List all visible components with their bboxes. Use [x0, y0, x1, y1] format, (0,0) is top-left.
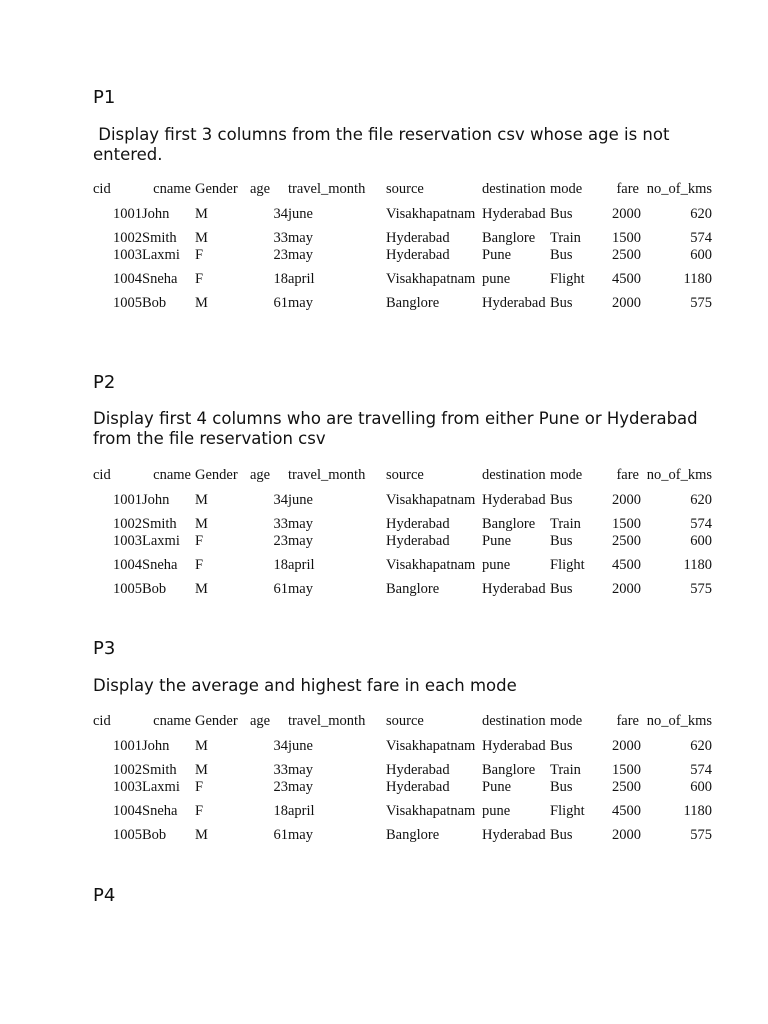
table-cell-cid: 1005: [113, 827, 142, 843]
table-cell-source: Visakhapatnam: [386, 803, 476, 819]
column-header-no-of-kms: no_of_kms: [646, 180, 712, 197]
table-cell-cname: Sneha: [142, 557, 178, 573]
table-cell-travel-month: june: [288, 206, 313, 222]
column-header-travel-month: travel_month: [288, 180, 366, 197]
table-cell-cid: 1004: [113, 803, 142, 819]
table-row: [93, 731, 712, 762]
table-cell-cname: Smith: [142, 230, 177, 246]
table-cell-fare: 4500: [612, 271, 641, 287]
table-row: [93, 827, 712, 844]
table-cell-fare: 2500: [612, 247, 641, 263]
table-cell-source: Hyderabad: [386, 762, 450, 778]
section-p1: [93, 87, 733, 109]
table-cell-destination: Banglore: [482, 230, 536, 246]
table-cell-no-of-kms: 574: [690, 762, 712, 778]
table-cell-age: 33: [273, 230, 288, 246]
column-header-travel-month: travel_month: [288, 466, 366, 483]
table-cell-age: 18: [273, 557, 288, 573]
table-row: [93, 796, 712, 827]
table-cell-travel-month: june: [288, 738, 313, 754]
column-header-age: age: [250, 180, 271, 197]
column-header-destination: destination: [482, 180, 546, 197]
table-row: [93, 516, 712, 533]
table-cell-travel-month: june: [288, 492, 313, 508]
column-header-cname: cname: [153, 712, 191, 729]
table-cell-gender: M: [195, 492, 208, 508]
table-cell-fare: 2000: [612, 827, 641, 843]
table-cell-destination: Hyderabad: [482, 295, 546, 311]
table-cell-destination: Hyderabad: [482, 492, 546, 508]
column-header-fare: fare: [616, 180, 639, 197]
table-cell-source: Visakhapatnam: [386, 738, 476, 754]
table-cell-mode: Flight: [550, 557, 585, 573]
table-cell-travel-month: may: [288, 247, 313, 263]
column-header-mode: mode: [550, 180, 583, 197]
table-cell-gender: M: [195, 738, 208, 754]
table-cell-fare: 2500: [612, 779, 641, 795]
table-cell-no-of-kms: 575: [690, 827, 712, 843]
table-cell-cname: Smith: [142, 516, 177, 532]
table-cell-cid: 1004: [113, 271, 142, 287]
table-cell-cid: 1005: [113, 295, 142, 311]
table-cell-cname: Sneha: [142, 803, 178, 819]
table-cell-no-of-kms: 620: [690, 206, 712, 222]
table-cell-fare: 4500: [612, 557, 641, 573]
table-cell-source: Visakhapatnam: [386, 206, 476, 222]
table-cell-age: 23: [273, 779, 288, 795]
table-row: [93, 295, 712, 312]
table-cell-cid: 1001: [113, 492, 142, 508]
table-row: [93, 550, 712, 581]
table-cell-destination: pune: [482, 557, 511, 573]
column-header-cid: cid: [93, 180, 111, 197]
table-header-row: [93, 465, 712, 485]
table-cell-travel-month: april: [288, 271, 315, 287]
table-cell-travel-month: may: [288, 827, 313, 843]
table-row: [93, 762, 712, 779]
table-cell-cname: Laxmi: [142, 533, 180, 549]
table-cell-source: Hyderabad: [386, 516, 450, 532]
table-cell-no-of-kms: 600: [690, 247, 712, 263]
table-cell-gender: F: [195, 271, 204, 287]
reservation-table-2: [93, 465, 712, 598]
column-header-travel-month: travel_month: [288, 712, 366, 729]
section-p2: [93, 372, 733, 394]
table-cell-destination: Hyderabad: [482, 206, 546, 222]
table-cell-travel-month: april: [288, 803, 315, 819]
table-cell-age: 33: [273, 762, 288, 778]
table-cell-mode: Bus: [550, 247, 573, 263]
table-cell-destination: Banglore: [482, 516, 536, 532]
column-header-mode: mode: [550, 466, 583, 483]
table-cell-source: Banglore: [386, 295, 440, 311]
table-cell-cid: 1004: [113, 557, 142, 573]
table-cell-fare: 2000: [612, 581, 641, 597]
table-cell-cid: 1003: [113, 779, 142, 795]
table-cell-gender: F: [195, 533, 204, 549]
table-cell-source: Hyderabad: [386, 779, 450, 795]
table-cell-gender: F: [195, 247, 204, 263]
section-heading: P3: [93, 638, 116, 659]
table-cell-cid: 1002: [113, 516, 142, 532]
table-cell-no-of-kms: 600: [690, 779, 712, 795]
table-cell-destination: Hyderabad: [482, 827, 546, 843]
table-cell-no-of-kms: 1180: [683, 803, 712, 819]
table-cell-gender: M: [195, 827, 208, 843]
table-header-row: [93, 711, 712, 731]
column-header-gender: Gender: [195, 180, 238, 197]
table-cell-no-of-kms: 620: [690, 492, 712, 508]
table-cell-no-of-kms: 1180: [683, 271, 712, 287]
column-header-fare: fare: [616, 466, 639, 483]
table-cell-fare: 2000: [612, 492, 641, 508]
table-cell-mode: Bus: [550, 827, 573, 843]
table-cell-no-of-kms: 1180: [683, 557, 712, 573]
table-cell-age: 33: [273, 516, 288, 532]
table-cell-age: 18: [273, 803, 288, 819]
column-header-no-of-kms: no_of_kms: [646, 712, 712, 729]
question-text: Display first 3 columns from the file reservation csv whose age is not entered.: [93, 125, 675, 164]
table-cell-source: Visakhapatnam: [386, 271, 476, 287]
column-header-no-of-kms: no_of_kms: [646, 466, 712, 483]
column-header-source: source: [386, 466, 424, 483]
table-cell-fare: 4500: [612, 803, 641, 819]
table-cell-mode: Flight: [550, 803, 585, 819]
table-cell-source: Banglore: [386, 581, 440, 597]
table-cell-cid: 1003: [113, 247, 142, 263]
table-cell-fare: 2000: [612, 206, 641, 222]
table-cell-age: 18: [273, 271, 288, 287]
section-p3-question: [93, 676, 733, 696]
table-cell-fare: 2500: [612, 533, 641, 549]
section-heading: P1: [93, 87, 116, 108]
table-cell-age: 61: [273, 295, 288, 311]
table-cell-no-of-kms: 574: [690, 230, 712, 246]
table-cell-destination: pune: [482, 271, 511, 287]
column-header-cname: cname: [153, 466, 191, 483]
table-cell-age: 23: [273, 533, 288, 549]
table-cell-travel-month: may: [288, 762, 313, 778]
table-cell-mode: Bus: [550, 533, 573, 549]
section-heading: P4: [93, 885, 116, 906]
table-cell-no-of-kms: 620: [690, 738, 712, 754]
table-cell-no-of-kms: 600: [690, 533, 712, 549]
question-text: Display the average and highest fare in each mode: [93, 676, 517, 695]
table-cell-mode: Train: [550, 516, 581, 532]
column-header-age: age: [250, 712, 271, 729]
column-header-cid: cid: [93, 712, 111, 729]
table-cell-mode: Train: [550, 762, 581, 778]
table-cell-age: 34: [273, 492, 288, 508]
column-header-source: source: [386, 712, 424, 729]
table-cell-cid: 1002: [113, 230, 142, 246]
column-header-destination: destination: [482, 712, 546, 729]
table-cell-fare: 1500: [612, 230, 641, 246]
table-header-row: [93, 179, 712, 199]
table-cell-mode: Bus: [550, 295, 573, 311]
table-cell-destination: Pune: [482, 533, 511, 549]
table-cell-gender: F: [195, 803, 204, 819]
table-row: [93, 533, 712, 550]
column-header-gender: Gender: [195, 466, 238, 483]
section-p2-question: [93, 409, 733, 449]
table-row: [93, 230, 712, 247]
table-cell-gender: M: [195, 516, 208, 532]
table-cell-no-of-kms: 575: [690, 295, 712, 311]
table-cell-gender: M: [195, 581, 208, 597]
table-cell-travel-month: may: [288, 581, 313, 597]
table-cell-no-of-kms: 575: [690, 581, 712, 597]
table-cell-cid: 1005: [113, 581, 142, 597]
table-cell-source: Hyderabad: [386, 247, 450, 263]
table-cell-destination: pune: [482, 803, 511, 819]
table-cell-gender: M: [195, 230, 208, 246]
table-cell-cname: Smith: [142, 762, 177, 778]
table-cell-cname: Laxmi: [142, 247, 180, 263]
table-cell-travel-month: may: [288, 533, 313, 549]
column-header-cname: cname: [153, 180, 191, 197]
table-cell-cname: John: [142, 206, 170, 222]
table-cell-gender: M: [195, 206, 208, 222]
column-header-age: age: [250, 466, 271, 483]
table-cell-fare: 1500: [612, 516, 641, 532]
table-cell-gender: M: [195, 295, 208, 311]
section-p3: [93, 638, 733, 660]
table-cell-source: Hyderabad: [386, 230, 450, 246]
table-cell-cname: Sneha: [142, 271, 178, 287]
table-cell-age: 61: [273, 581, 288, 597]
table-cell-mode: Bus: [550, 581, 573, 597]
table-cell-destination: Hyderabad: [482, 581, 546, 597]
table-row: [93, 581, 712, 598]
table-cell-travel-month: may: [288, 516, 313, 532]
question-text: Display first 4 columns who are travelling from either Pune or Hyderabad from the file reservation csv: [93, 409, 703, 448]
table-cell-mode: Bus: [550, 779, 573, 795]
column-header-mode: mode: [550, 712, 583, 729]
table-cell-mode: Bus: [550, 492, 573, 508]
table-cell-destination: Banglore: [482, 762, 536, 778]
table-cell-age: 34: [273, 206, 288, 222]
table-cell-mode: Bus: [550, 738, 573, 754]
column-header-source: source: [386, 180, 424, 197]
table-cell-mode: Flight: [550, 271, 585, 287]
table-cell-cname: Laxmi: [142, 779, 180, 795]
table-cell-fare: 2000: [612, 295, 641, 311]
table-cell-destination: Hyderabad: [482, 738, 546, 754]
table-cell-cname: Bob: [142, 827, 167, 843]
table-cell-fare: 1500: [612, 762, 641, 778]
table-cell-source: Hyderabad: [386, 533, 450, 549]
table-row: [93, 199, 712, 230]
table-cell-destination: Pune: [482, 247, 511, 263]
table-cell-cid: 1002: [113, 762, 142, 778]
table-row: [93, 485, 712, 516]
section-p4: [93, 885, 733, 907]
table-cell-cname: John: [142, 492, 170, 508]
table-cell-gender: F: [195, 779, 204, 795]
table-cell-cid: 1001: [113, 206, 142, 222]
table-cell-source: Banglore: [386, 827, 440, 843]
table-cell-cname: Bob: [142, 581, 167, 597]
table-cell-source: Visakhapatnam: [386, 557, 476, 573]
table-cell-cid: 1001: [113, 738, 142, 754]
section-p1-question: [93, 125, 733, 165]
table-row: [93, 264, 712, 295]
table-cell-cname: Bob: [142, 295, 167, 311]
table-row: [93, 247, 712, 264]
table-cell-mode: Bus: [550, 206, 573, 222]
table-cell-gender: F: [195, 557, 204, 573]
table-cell-travel-month: may: [288, 779, 313, 795]
section-heading: P2: [93, 372, 116, 393]
table-cell-travel-month: may: [288, 295, 313, 311]
table-cell-travel-month: may: [288, 230, 313, 246]
table-cell-cname: John: [142, 738, 170, 754]
table-cell-fare: 2000: [612, 738, 641, 754]
table-cell-age: 23: [273, 247, 288, 263]
table-cell-gender: M: [195, 762, 208, 778]
reservation-table-1: [93, 179, 712, 312]
table-cell-age: 34: [273, 738, 288, 754]
table-row: [93, 779, 712, 796]
column-header-fare: fare: [616, 712, 639, 729]
table-cell-destination: Pune: [482, 779, 511, 795]
column-header-destination: destination: [482, 466, 546, 483]
table-cell-travel-month: april: [288, 557, 315, 573]
table-cell-source: Visakhapatnam: [386, 492, 476, 508]
table-cell-age: 61: [273, 827, 288, 843]
reservation-table-3: [93, 711, 712, 844]
table-cell-no-of-kms: 574: [690, 516, 712, 532]
table-cell-cid: 1003: [113, 533, 142, 549]
column-header-gender: Gender: [195, 712, 238, 729]
column-header-cid: cid: [93, 466, 111, 483]
table-cell-mode: Train: [550, 230, 581, 246]
